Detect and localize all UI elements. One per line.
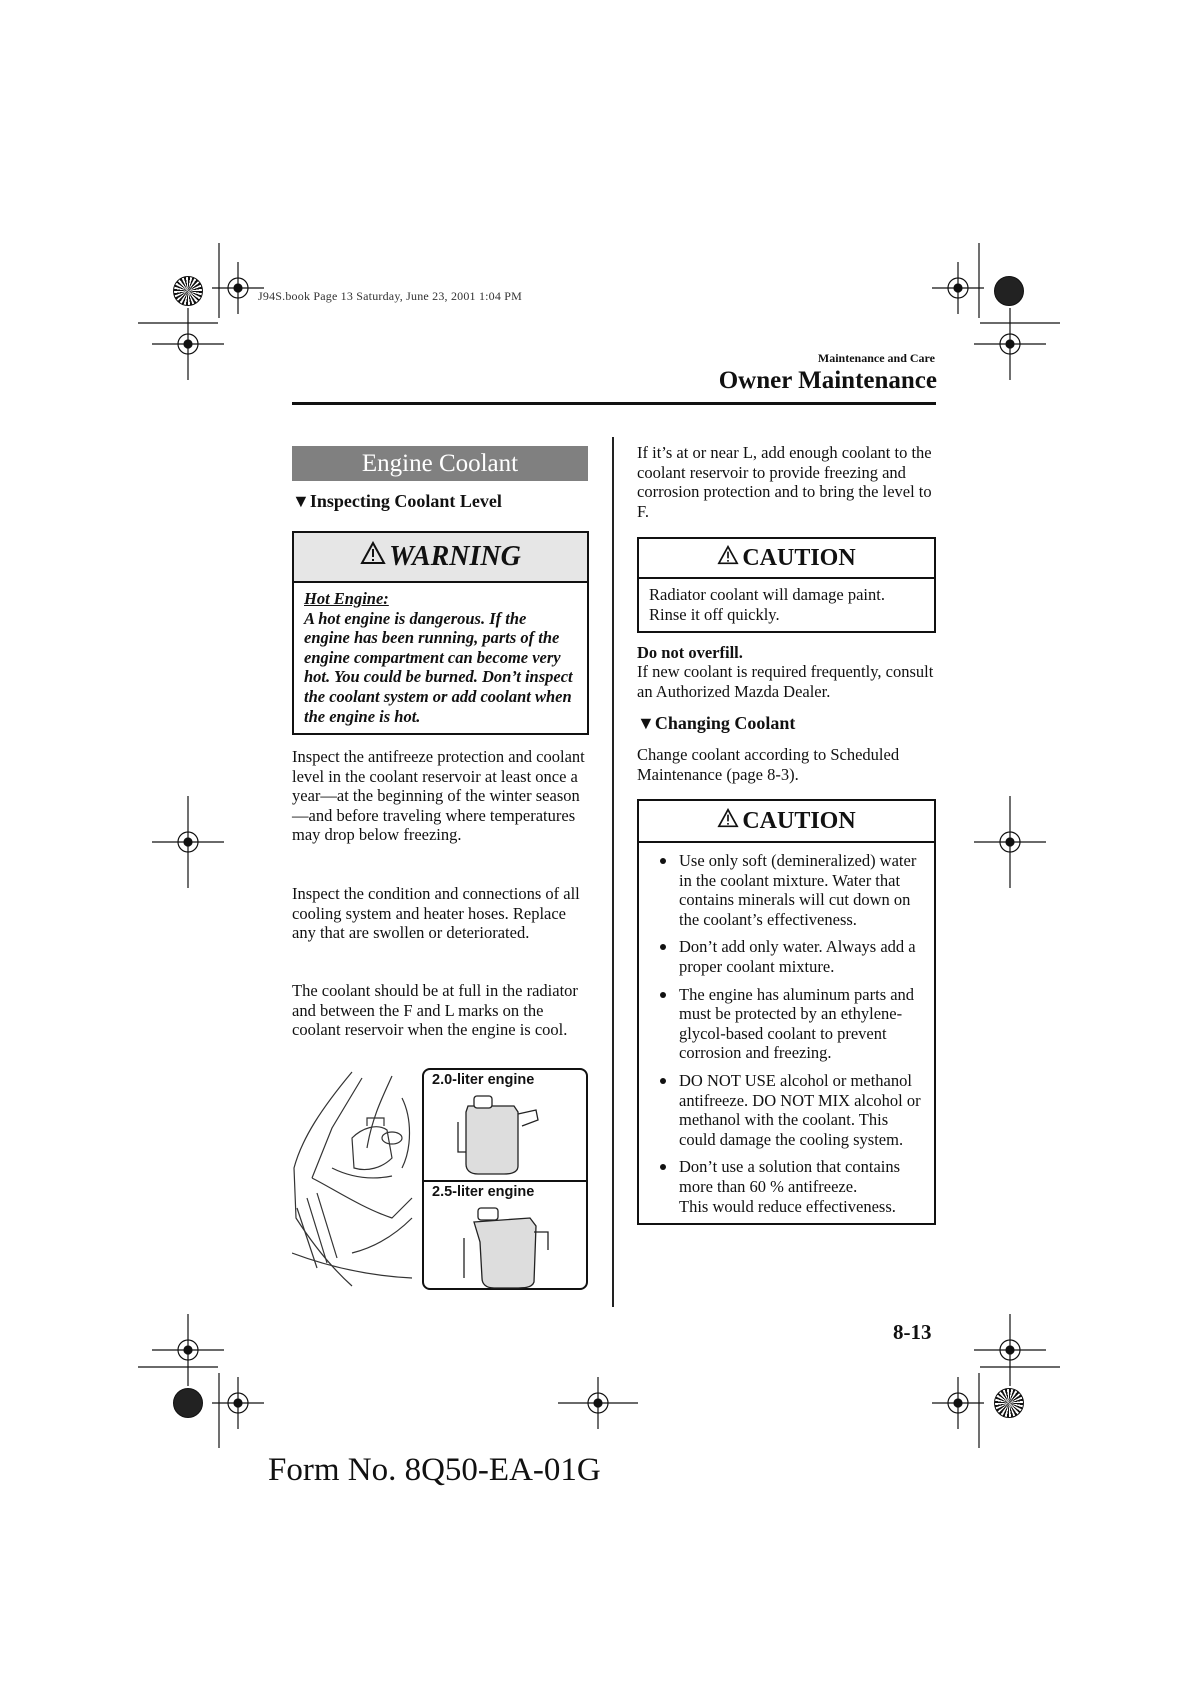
section-label: Maintenance and Care (817, 351, 935, 365)
caution-paint-text: Radiator coolant will damage paint. Rinse it off quickly. (649, 585, 885, 624)
overfill-text: If new coolant is required frequently, consult an Authorized Mazda Dealer. (637, 662, 934, 701)
page-title: Owner Maintenance (718, 367, 937, 394)
registration-disc (173, 1388, 203, 1418)
subheading-changing: ▼Changing Coolant (637, 713, 796, 733)
list-item: The engine has aluminum parts and must be protected by an ethylene-glycol-based coolant to prevent corrosion and freezing. (649, 985, 924, 1063)
paragraph-inspect-antifreeze: Inspect the antifreeze protection and coolant level in the coolant reservoir at least once a year—at the beginning of the winter season—and before traveling where temperatures may drop below freezing. (292, 747, 585, 845)
warning-header: WARNING (294, 533, 587, 583)
page-number: 8-13 (893, 1320, 932, 1344)
warning-triangle-icon (360, 541, 386, 565)
coolant-reservoir-figure (292, 1068, 592, 1290)
overfill-heading: Do not overfill. (637, 643, 743, 662)
changing-coolant-text: Change coolant according to Scheduled Maintenance (page 8-3). (637, 745, 900, 784)
registration-disc (994, 276, 1024, 306)
paragraph-inspect-hoses: Inspect the condition and connections of all cooling system and heater hoses. Replace any that are swollen or deteriorated. (292, 884, 580, 943)
caution-triangle-icon (717, 808, 739, 828)
caution-list (639, 843, 934, 1230)
down-triangle-icon: ▼ (637, 713, 655, 733)
caution-box-paint (637, 537, 936, 633)
down-triangle-icon: ▼ (292, 491, 310, 511)
caution-box-coolant (637, 799, 936, 1225)
caution-triangle-icon (717, 545, 739, 565)
section-title-bar: Engine Coolant (292, 446, 588, 481)
reservoir-2-5-drawing (444, 1202, 564, 1290)
subheading-inspecting: ▼Inspecting Coolant Level (292, 491, 502, 511)
list-item: Don’t use a solution that contains more than 60 % antifreeze. This would reduce effectiveness. (649, 1157, 924, 1216)
warning-text: A hot engine is dangerous. If the engine has been running, parts of the engine compartment can become very hot. You could be burned. Don’t inspect the coolant system or add coolant when the engine is hot. (304, 608, 573, 726)
list-item: Use only soft (demineralized) water in the coolant mixture. Water that contains minerals will cut down on the coolant’s effectiveness. (649, 851, 924, 929)
paragraph-coolant-level: The coolant should be at full in the radiator and between the F and L marks on the coolant reservoir when the engine is cool. (292, 981, 578, 1040)
form-number: Form No. 8Q50-EA-01G (268, 1452, 601, 1488)
registration-disc (994, 1388, 1024, 1418)
column-divider (612, 437, 614, 1307)
list-item: Don’t add only water. Always add a proper coolant mixture. (649, 937, 924, 976)
paragraph-add-coolant: If it’s at or near L, add enough coolant to the coolant reservoir to provide freezing and corrosion protection and to bring the level to F. (637, 443, 932, 521)
label-2-5-liter-engine: 2.5-liter engine (432, 1184, 535, 1200)
inset-divider (424, 1180, 586, 1182)
warning-heading: Hot Engine: (304, 589, 389, 608)
reservoir-2-0-drawing (444, 1092, 564, 1176)
warning-body (294, 583, 587, 732)
label-2-0-liter-engine: 2.0-liter engine (432, 1072, 535, 1088)
caution-header: CAUTION (639, 801, 934, 843)
registration-disc (173, 276, 203, 306)
reservoir-inset (422, 1068, 588, 1290)
print-info: J94S.book Page 13 Saturday, June 23, 2001 1:04 PM (258, 289, 523, 303)
warning-box (292, 531, 589, 735)
caution-header: CAUTION (639, 539, 934, 579)
list-item: DO NOT USE alcohol or methanol antifreeze. DO NOT MIX alcohol or methanol with the coolant. This could damage the cooling system. (649, 1071, 924, 1149)
header-rule (292, 402, 936, 405)
